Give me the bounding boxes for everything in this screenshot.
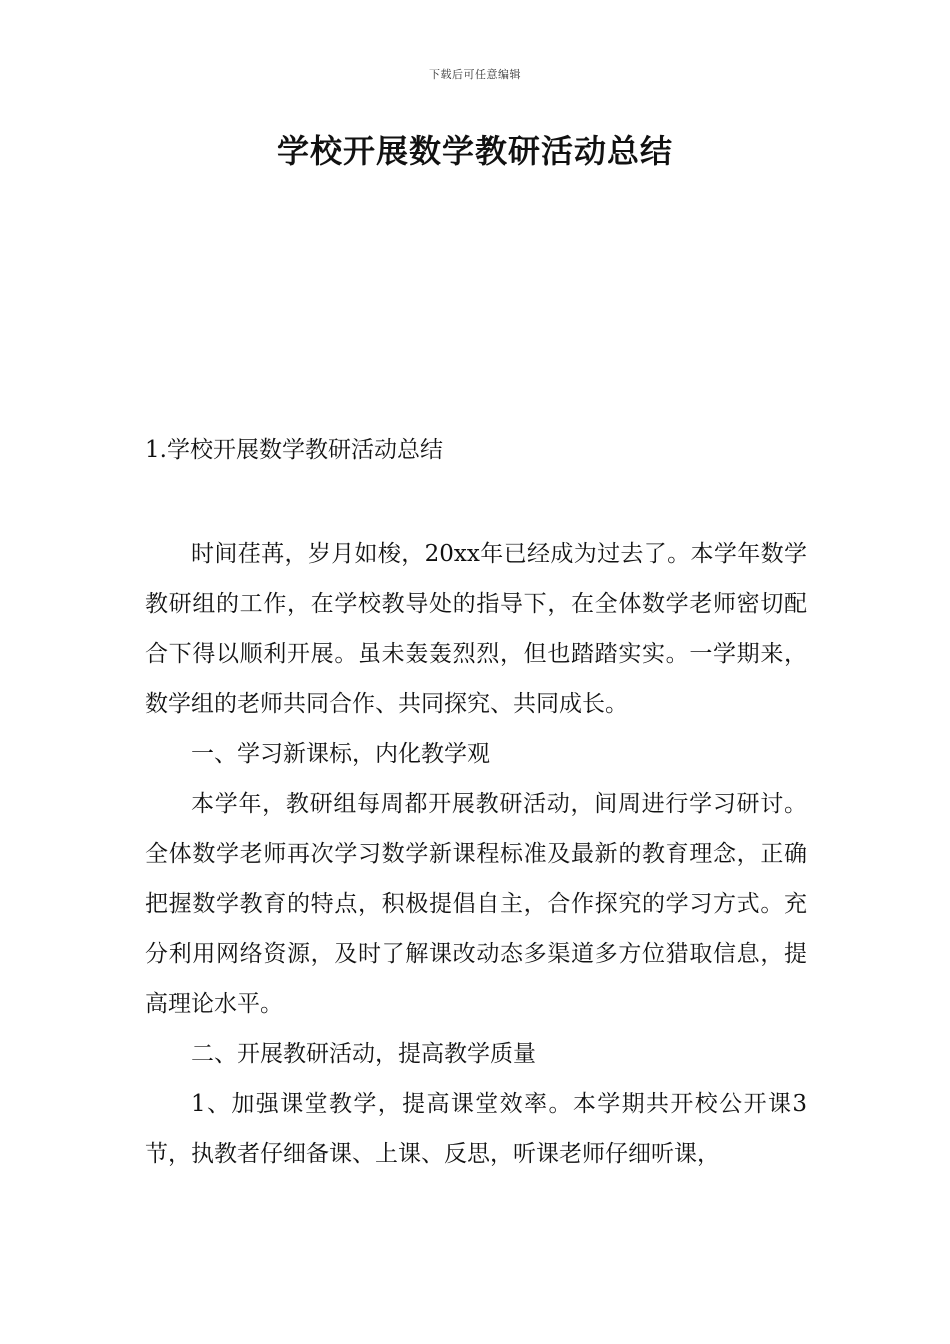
subheading-teaching-research: 二、开展教研活动，提高教学质量	[191, 1041, 536, 1067]
document-body	[145, 529, 807, 1179]
body-paragraph-study: 本学年，教研组每周都开展教研活动，间周进行学习研讨。全体数学老师再次学习数学新课程标准及最新的教育理念，正确把握数学教育的特点，积极提倡自主，合作探究的学习方式。充分利用网络资源，及时了解课改动态多渠道多方位猎取信息，提高理论水平。	[145, 791, 807, 1017]
body-paragraph-classroom: 1、加强课堂教学，提高课堂效率。本学期共开校公开课3节，执教者仔细备课、上课、反思，听课老师仔细听课，	[145, 1091, 807, 1167]
document-title: 学校开展数学教研活动总结	[276, 132, 673, 170]
section-heading: 1.学校开展数学教研活动总结	[145, 437, 443, 463]
header-note: 下载后可任意编辑	[429, 68, 521, 81]
subheading-study-curriculum: 一、学习新课标，内化教学观	[191, 741, 490, 767]
body-paragraph-intro: 时间荏苒，岁月如梭，20xx年已经成为过去了。本学年数学教研组的工作，在学校教导处的指导下，在全体数学老师密切配合下得以顺利开展。虽未轰轰烈烈，但也踏踏实实。一学期来，数学组的老师共同合作、共同探究、共同成长。	[145, 541, 807, 717]
